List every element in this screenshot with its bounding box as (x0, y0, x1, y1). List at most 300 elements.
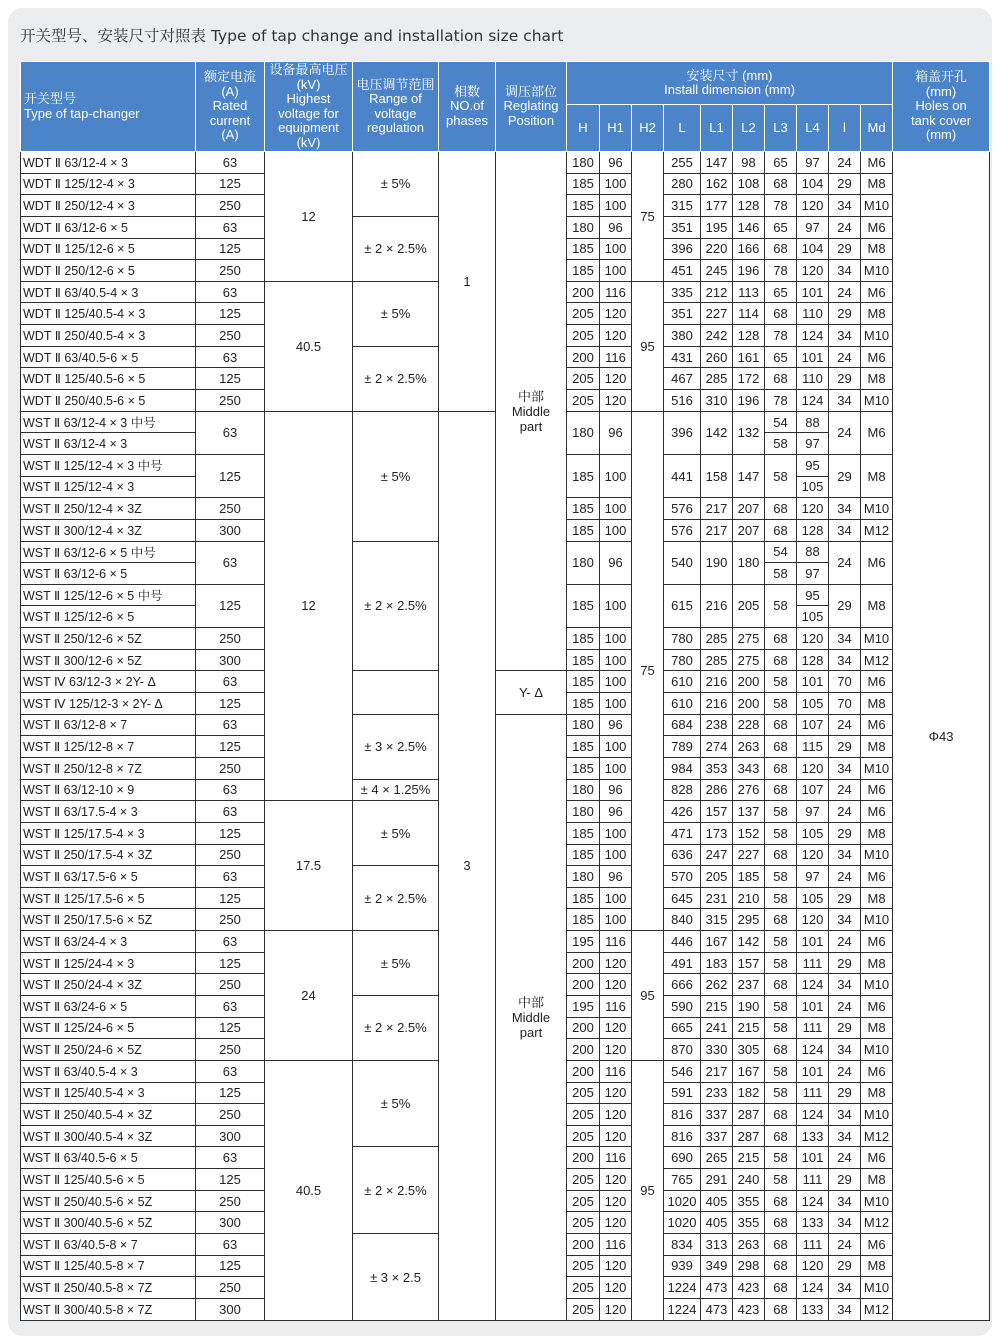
cell-model: WST Ⅱ 125/17.5-4 × 3 (21, 822, 196, 844)
cell-current: 63 (196, 1147, 265, 1169)
cell-range (353, 671, 439, 714)
cell-current: 125 (196, 693, 265, 715)
cell-h1: 96 (600, 866, 632, 888)
cell-model: WST Ⅱ 250/12-8 × 7Z (21, 757, 196, 779)
cell-l2: 207 (733, 519, 765, 541)
cell-model: WST Ⅱ 63/24-4 × 3 (21, 931, 196, 953)
cell-l2: 298 (733, 1255, 765, 1277)
cell-md: M8 (861, 887, 893, 909)
cell-l3: 65 (765, 216, 797, 238)
cell-h1: 120 (600, 1190, 632, 1212)
cell-h1: 116 (600, 995, 632, 1017)
cell-i: 34 (829, 1125, 861, 1147)
cell-h1: 100 (600, 173, 632, 195)
cell-i: 24 (829, 541, 861, 584)
cell-range: ± 2 × 2.5% (353, 541, 439, 671)
cell-l1: 220 (701, 238, 733, 260)
cell-l1: 285 (701, 628, 733, 650)
cell-range: ± 2 × 2.5% (353, 866, 439, 931)
cell-h1: 100 (600, 260, 632, 282)
cell-l1: 285 (701, 649, 733, 671)
cell-current: 300 (196, 1125, 265, 1147)
cell-l: 610 (664, 693, 701, 715)
cell-l2: 146 (733, 216, 765, 238)
cell-current: 250 (196, 1277, 265, 1299)
cell-l4: 120 (797, 1255, 829, 1277)
header-model: 开关型号 Type of tap-changer (21, 62, 196, 152)
cell-l4: 107 (797, 779, 829, 801)
cell-h: 205 (567, 1190, 600, 1212)
cell-md: M10 (861, 974, 893, 996)
cell-i: 34 (829, 1212, 861, 1234)
cell-l2: 180 (733, 541, 765, 584)
cell-md: M6 (861, 541, 893, 584)
cell-current: 250 (196, 1104, 265, 1126)
cell-md: M10 (861, 1190, 893, 1212)
cell-current: 125 (196, 1017, 265, 1039)
cell-l2: 423 (733, 1277, 765, 1299)
cell-l2: 161 (733, 346, 765, 368)
cell-l3: 68 (765, 1039, 797, 1061)
cell-h: 200 (567, 1017, 600, 1039)
cell-l: 610 (664, 671, 701, 693)
cell-l2: 196 (733, 260, 765, 282)
cell-h1: 100 (600, 238, 632, 260)
cell-md: M8 (861, 303, 893, 325)
cell-l3: 58 (765, 433, 797, 455)
cell-h1: 100 (600, 649, 632, 671)
cell-current: 63 (196, 671, 265, 693)
cell-h1: 120 (600, 974, 632, 996)
cell-i: 29 (829, 303, 861, 325)
cell-l1: 183 (701, 952, 733, 974)
cell-current: 250 (196, 195, 265, 217)
cell-voltage: 12 (265, 152, 353, 282)
cell-l3: 58 (765, 931, 797, 953)
cell-l1: 286 (701, 779, 733, 801)
cell-model: WST Ⅱ 63/24-6 × 5 (21, 995, 196, 1017)
cell-model: WST Ⅱ 63/40.5-6 × 5 (21, 1147, 196, 1169)
cell-l3: 68 (765, 1234, 797, 1256)
header-dim-md: Md (861, 105, 893, 152)
cell-h1: 120 (600, 1298, 632, 1320)
cell-current: 125 (196, 1082, 265, 1104)
cell-l3: 58 (765, 1017, 797, 1039)
cell-l2: 227 (733, 844, 765, 866)
cell-l3: 68 (765, 736, 797, 758)
cell-l4: 124 (797, 974, 829, 996)
cell-model: WDT Ⅱ 125/12-4 × 3 (21, 173, 196, 195)
cell-l2: 152 (733, 822, 765, 844)
cell-l1: 337 (701, 1104, 733, 1126)
cell-i: 29 (829, 736, 861, 758)
cell-md: M10 (861, 1039, 893, 1061)
cell-current: 250 (196, 757, 265, 779)
cell-l2: 196 (733, 390, 765, 412)
cell-phases: 3 (439, 411, 496, 1320)
cell-h1: 116 (600, 1060, 632, 1082)
cell-model: WST Ⅱ 250/12-6 × 5Z (21, 628, 196, 650)
cell-l: 780 (664, 649, 701, 671)
cell-current: 63 (196, 931, 265, 953)
cell-md: M8 (861, 238, 893, 260)
cell-model: WDT Ⅱ 63/12-6 × 5 (21, 216, 196, 238)
cell-l4: 120 (797, 844, 829, 866)
cell-md: M10 (861, 195, 893, 217)
cell-i: 24 (829, 346, 861, 368)
cell-model: WDT Ⅱ 250/40.5-4 × 3 (21, 325, 196, 347)
table-row (21, 671, 990, 693)
cell-l2: 355 (733, 1212, 765, 1234)
header-dim-h1: H1 (600, 105, 632, 152)
cell-md: M10 (861, 628, 893, 650)
cell-h: 205 (567, 1212, 600, 1234)
cell-model: WST Ⅱ 250/24-6 × 5Z (21, 1039, 196, 1061)
cell-l1: 405 (701, 1212, 733, 1234)
cell-h1: 116 (600, 346, 632, 368)
cell-h1: 100 (600, 195, 632, 217)
cell-l: 984 (664, 757, 701, 779)
cell-model: WST Ⅱ 300/40.5-4 × 3Z (21, 1125, 196, 1147)
cell-md: M8 (861, 952, 893, 974)
cell-l1: 195 (701, 216, 733, 238)
cell-h: 205 (567, 325, 600, 347)
cell-i: 29 (829, 952, 861, 974)
cell-l2: 98 (733, 152, 765, 174)
header-dim-l2: L2 (733, 105, 765, 152)
cell-md: M12 (861, 649, 893, 671)
cell-l1: 177 (701, 195, 733, 217)
cell-l3: 68 (765, 238, 797, 260)
cell-l2: 237 (733, 974, 765, 996)
header-dim-l: L (664, 105, 701, 152)
cell-l4: 101 (797, 1060, 829, 1082)
cell-l3: 58 (765, 1082, 797, 1104)
cell-l3: 68 (765, 173, 797, 195)
cell-model: WST Ⅱ 125/12-8 × 7 (21, 736, 196, 758)
cell-current: 300 (196, 1212, 265, 1234)
cell-current: 125 (196, 736, 265, 758)
cell-current: 125 (196, 887, 265, 909)
cell-l4: 101 (797, 1147, 829, 1169)
cell-i: 34 (829, 1190, 861, 1212)
cell-l1: 217 (701, 1060, 733, 1082)
cell-current: 63 (196, 995, 265, 1017)
cell-h1: 120 (600, 952, 632, 974)
cell-l4: 120 (797, 498, 829, 520)
cell-l2: 263 (733, 1234, 765, 1256)
cell-voltage: 24 (265, 931, 353, 1061)
cell-h2: 95 (632, 931, 664, 1061)
cell-i: 34 (829, 628, 861, 650)
cell-md: M6 (861, 346, 893, 368)
cell-current: 63 (196, 1234, 265, 1256)
cell-l: 546 (664, 1060, 701, 1082)
cell-md: M10 (861, 390, 893, 412)
cell-h: 185 (567, 628, 600, 650)
cell-h1: 100 (600, 454, 632, 497)
cell-l1: 262 (701, 974, 733, 996)
cell-md: M10 (861, 909, 893, 931)
cell-model: WST Ⅱ 125/40.5-8 × 7 (21, 1255, 196, 1277)
cell-i: 34 (829, 325, 861, 347)
cell-l3: 68 (765, 303, 797, 325)
cell-l1: 247 (701, 844, 733, 866)
cell-l2: 287 (733, 1104, 765, 1126)
cell-model: WST Ⅱ 300/12-6 × 5Z (21, 649, 196, 671)
cell-md: M6 (861, 411, 893, 454)
cell-i: 34 (829, 519, 861, 541)
cell-l1: 147 (701, 152, 733, 174)
cell-i: 34 (829, 195, 861, 217)
cell-l1: 260 (701, 346, 733, 368)
cell-l1: 162 (701, 173, 733, 195)
cell-l4: 133 (797, 1212, 829, 1234)
cell-model: WST Ⅱ 63/12-10 × 9 (21, 779, 196, 801)
cell-h1: 96 (600, 779, 632, 801)
cell-l2: 305 (733, 1039, 765, 1061)
cell-l1: 231 (701, 887, 733, 909)
cell-h: 205 (567, 1082, 600, 1104)
cell-h1: 100 (600, 693, 632, 715)
cell-voltage: 40.5 (265, 1060, 353, 1320)
cell-model: WST Ⅱ 63/12-4 × 3 (21, 433, 196, 455)
cell-h: 180 (567, 866, 600, 888)
cell-i: 34 (829, 974, 861, 996)
cell-md: M8 (861, 368, 893, 390)
cell-l3: 58 (765, 563, 797, 585)
cell-h: 195 (567, 995, 600, 1017)
cell-l3: 68 (765, 844, 797, 866)
cell-h: 185 (567, 844, 600, 866)
cell-model: WST Ⅱ 125/24-6 × 5 (21, 1017, 196, 1039)
cell-model: WST Ⅱ 63/12-8 × 7 (21, 714, 196, 736)
cell-l: 335 (664, 281, 701, 303)
cell-l4: 110 (797, 368, 829, 390)
cell-current: 63 (196, 216, 265, 238)
cell-l3: 68 (765, 628, 797, 650)
cell-current: 125 (196, 454, 265, 497)
cell-l1: 265 (701, 1147, 733, 1169)
cell-l: 446 (664, 931, 701, 953)
cell-l: 840 (664, 909, 701, 931)
cell-h: 180 (567, 779, 600, 801)
cell-current: 300 (196, 649, 265, 671)
cell-l1: 217 (701, 519, 733, 541)
cell-model: WST Ⅱ 125/12-6 × 5 中号 (21, 584, 196, 606)
cell-h: 205 (567, 390, 600, 412)
cell-current: 125 (196, 1169, 265, 1191)
cell-l2: 166 (733, 238, 765, 260)
cell-current: 63 (196, 866, 265, 888)
cell-l4: 133 (797, 1125, 829, 1147)
cell-model: WST Ⅱ 63/12-6 × 5 中号 (21, 541, 196, 563)
cell-h: 200 (567, 1234, 600, 1256)
cell-i: 29 (829, 238, 861, 260)
cell-l2: 182 (733, 1082, 765, 1104)
cell-l2: 167 (733, 1060, 765, 1082)
cell-l4: 101 (797, 995, 829, 1017)
cell-l3: 58 (765, 693, 797, 715)
cell-model: WST Ⅱ 63/17.5-6 × 5 (21, 866, 196, 888)
cell-current: 63 (196, 411, 265, 454)
cell-range: ± 4 × 1.25% (353, 779, 439, 801)
cell-l3: 54 (765, 541, 797, 563)
cell-md: M12 (861, 1298, 893, 1320)
cell-model: WDT Ⅱ 125/40.5-4 × 3 (21, 303, 196, 325)
cell-model: WST Ⅱ 250/40.5-8 × 7Z (21, 1277, 196, 1299)
cell-h1: 120 (600, 368, 632, 390)
cell-l1: 313 (701, 1234, 733, 1256)
cell-model: WDT Ⅱ 125/12-6 × 5 (21, 238, 196, 260)
cell-md: M10 (861, 757, 893, 779)
cell-l: 570 (664, 866, 701, 888)
cell-md: M12 (861, 1125, 893, 1147)
cell-l4: 124 (797, 1104, 829, 1126)
cell-h1: 100 (600, 736, 632, 758)
cell-h1: 96 (600, 411, 632, 454)
table-body (21, 152, 990, 1321)
cell-current: 250 (196, 1039, 265, 1061)
cell-position: 中部 Middle part (496, 152, 567, 671)
cell-model: WST Ⅱ 250/40.5-4 × 3Z (21, 1104, 196, 1126)
cell-i: 34 (829, 909, 861, 931)
cell-current: 125 (196, 1255, 265, 1277)
cell-model: WST Ⅱ 125/40.5-4 × 3 (21, 1082, 196, 1104)
cell-current: 63 (196, 1060, 265, 1082)
cell-l2: 263 (733, 736, 765, 758)
cell-l: 315 (664, 195, 701, 217)
cell-h: 185 (567, 454, 600, 497)
cell-md: M6 (861, 152, 893, 174)
cell-l3: 65 (765, 281, 797, 303)
header-dim-h2: H2 (632, 105, 664, 152)
cell-l4: 124 (797, 325, 829, 347)
cell-h1: 100 (600, 757, 632, 779)
cell-model: WST Ⅱ 125/40.5-6 × 5 (21, 1169, 196, 1191)
cell-i: 34 (829, 844, 861, 866)
cell-i: 24 (829, 801, 861, 823)
cell-model: WST Ⅱ 300/40.5-8 × 7Z (21, 1298, 196, 1320)
cell-l2: 210 (733, 887, 765, 909)
cell-l2: 228 (733, 714, 765, 736)
cell-i: 29 (829, 1082, 861, 1104)
cell-md: M6 (861, 1147, 893, 1169)
cell-i: 29 (829, 584, 861, 627)
cell-h: 185 (567, 671, 600, 693)
cell-l1: 216 (701, 671, 733, 693)
cell-l3: 78 (765, 195, 797, 217)
cell-model: WDT Ⅱ 63/12-4 × 3 (21, 152, 196, 174)
cell-model: WST Ⅱ 125/17.5-6 × 5 (21, 887, 196, 909)
cell-h2: 95 (632, 1060, 664, 1320)
table-wrapper (20, 61, 980, 1321)
cell-l4: 124 (797, 390, 829, 412)
cell-l: 834 (664, 1234, 701, 1256)
cell-md: M8 (861, 693, 893, 715)
cell-l1: 241 (701, 1017, 733, 1039)
header-holes: 箱盖开孔 (mm) Holes on tank cover (mm) (893, 62, 990, 152)
cell-h: 205 (567, 1104, 600, 1126)
cell-l1: 245 (701, 260, 733, 282)
cell-l3: 68 (765, 779, 797, 801)
cell-md: M8 (861, 822, 893, 844)
cell-l1: 215 (701, 995, 733, 1017)
cell-h1: 100 (600, 844, 632, 866)
cell-l1: 353 (701, 757, 733, 779)
cell-model: WDT Ⅱ 63/40.5-4 × 3 (21, 281, 196, 303)
cell-l: 426 (664, 801, 701, 823)
cell-l2: 207 (733, 498, 765, 520)
cell-l: 540 (664, 541, 701, 584)
cell-l4: 97 (797, 152, 829, 174)
cell-l3: 68 (765, 1212, 797, 1234)
cell-l3: 68 (765, 1277, 797, 1299)
cell-l1: 473 (701, 1277, 733, 1299)
cell-md: M6 (861, 866, 893, 888)
cell-range: ± 5% (353, 281, 439, 346)
cell-l1: 157 (701, 801, 733, 823)
cell-l3: 65 (765, 152, 797, 174)
cell-md: M12 (861, 1212, 893, 1234)
cell-l: 780 (664, 628, 701, 650)
cell-l4: 97 (797, 866, 829, 888)
header-current: 额定电流 (A) Rated current (A) (196, 62, 265, 152)
header-phases: 相数 NO.of phases (439, 62, 496, 152)
cell-h2: 75 (632, 411, 664, 930)
cell-h1: 100 (600, 498, 632, 520)
cell-l4: 107 (797, 714, 829, 736)
cell-l: 396 (664, 411, 701, 454)
cell-range: ± 5% (353, 931, 439, 996)
cell-l3: 68 (765, 909, 797, 931)
cell-current: 125 (196, 173, 265, 195)
cell-l3: 58 (765, 1060, 797, 1082)
cell-l2: 200 (733, 671, 765, 693)
cell-h1: 96 (600, 216, 632, 238)
cell-md: M8 (861, 1082, 893, 1104)
cell-l1: 315 (701, 909, 733, 931)
cell-h: 185 (567, 498, 600, 520)
cell-range: ± 2 × 2.5% (353, 995, 439, 1060)
cell-l1: 405 (701, 1190, 733, 1212)
cell-i: 70 (829, 671, 861, 693)
cell-l3: 68 (765, 1190, 797, 1212)
cell-l4: 124 (797, 1277, 829, 1299)
cell-l: 665 (664, 1017, 701, 1039)
cell-current: 250 (196, 260, 265, 282)
cell-l2: 205 (733, 584, 765, 627)
cell-h: 205 (567, 368, 600, 390)
cell-l: 666 (664, 974, 701, 996)
cell-h: 200 (567, 346, 600, 368)
cell-l: 816 (664, 1125, 701, 1147)
cell-i: 24 (829, 866, 861, 888)
cell-l1: 217 (701, 498, 733, 520)
cell-l4: 101 (797, 281, 829, 303)
cell-i: 34 (829, 757, 861, 779)
cell-l1: 205 (701, 866, 733, 888)
cell-l4: 101 (797, 671, 829, 693)
cell-l4: 124 (797, 1039, 829, 1061)
cell-i: 24 (829, 411, 861, 454)
cell-model: WST Ⅳ 125/12-3 × 2Y- Δ (21, 693, 196, 715)
cell-l: 690 (664, 1147, 701, 1169)
cell-l4: 110 (797, 303, 829, 325)
cell-l4: 120 (797, 757, 829, 779)
cell-h1: 120 (600, 1169, 632, 1191)
cell-range: ± 2 × 2.5% (353, 1147, 439, 1234)
